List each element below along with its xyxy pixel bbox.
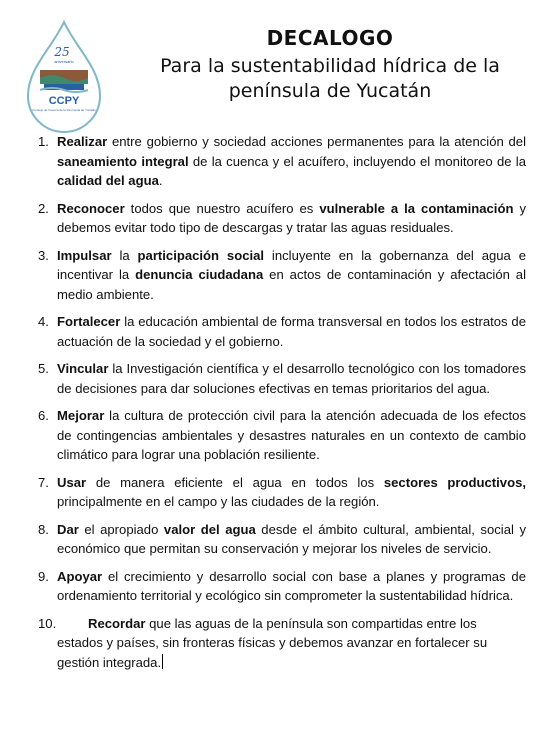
logo-number: 25 — [54, 45, 70, 59]
text-run: desde el ámbito cultural, ambiental, social y económico que permitan su conservación y mejorar los niveles de servicio. — [57, 521, 526, 556]
text-run: entre gobierno y sociedad acciones permanentes para la atención del — [107, 134, 526, 149]
text-run: la Investigación científica y el desarrollo tecnológico con los tomadores de decisiones para dar soluciones efectivas en temas prioritarios del agua. — [57, 361, 526, 396]
logo-caption: Consejo de Cuenca de la Península de Yucatán — [32, 108, 96, 112]
list-item — [38, 473, 526, 512]
document-header — [120, 26, 540, 104]
list-item-number: 3. — [38, 247, 49, 263]
decalogo-list — [38, 132, 526, 680]
list-item — [38, 359, 526, 398]
text-run: el crecimiento y desarrollo social con base a planes y programas de ordenamiento territorial y ecológico sin comprometer la sustentabilidad hídrica. — [57, 568, 526, 603]
bold-phrase: Reconocer — [57, 200, 125, 216]
list-item — [38, 614, 526, 673]
list-item-number: 2. — [38, 200, 49, 216]
list-item — [38, 312, 526, 351]
text-run: en actos de contaminación y afectación al medio ambiente. — [57, 267, 526, 302]
bold-phrase: Realizar — [57, 134, 108, 149]
document-title: DECALOGO — [266, 26, 394, 50]
logo-acronym: CCPY — [48, 95, 80, 107]
landscape-icon — [40, 70, 88, 92]
ccpy-logo — [22, 18, 106, 138]
bold-phrase: calidad del agua — [57, 173, 159, 188]
text-run: la — [111, 247, 138, 263]
bold-phrase: Apoyar — [57, 568, 103, 584]
list-item — [38, 406, 526, 465]
list-item-number: 4. — [38, 314, 49, 329]
bold-phrase: Dar — [57, 521, 79, 537]
list-item-number: 6. — [38, 408, 49, 423]
bold-phrase: denuncia ciudadana — [135, 267, 264, 282]
bold-phrase: Mejorar — [57, 408, 105, 423]
text-run: todos que nuestro acuífero es — [124, 200, 320, 216]
list-item-number: 5. — [38, 361, 49, 376]
text-run: incluyente en la gobernanza del agua e incentivar la — [57, 247, 527, 282]
text-run: . — [158, 173, 163, 188]
bold-phrase: Vincular — [57, 361, 109, 376]
bold-phrase: vulnerable a la contaminación — [319, 200, 514, 216]
text-run: el apropiado — [78, 521, 164, 537]
bold-phrase: Usar — [57, 474, 87, 490]
list-item — [38, 199, 526, 238]
list-item — [38, 520, 526, 559]
list-item-number: 8. — [38, 521, 49, 537]
list-item-number: 7. — [38, 474, 49, 490]
list-item — [38, 132, 526, 191]
text-cursor — [162, 654, 163, 669]
bold-phrase: valor del agua — [163, 521, 256, 537]
bold-phrase: Impulsar — [57, 247, 112, 263]
bold-phrase: Fortalecer — [57, 314, 121, 329]
text-run: principalmente en el campo y las ciudades de la región. — [57, 494, 380, 509]
document-subtitle-line2: península de Yucatán — [228, 80, 432, 102]
logo-sub: aniversario — [54, 59, 74, 64]
list-item-number: 1. — [38, 134, 49, 149]
list-item — [38, 246, 526, 305]
list-item-body — [38, 614, 526, 673]
text-run: la educación ambiental de forma transversal en todos los estratos de actuación de la sociedad y el gobierno. — [57, 314, 526, 349]
document-subtitle-line1: Para la sustentabilidad hídrica de la — [160, 55, 500, 77]
text-run: de la cuenca y el acuífero, incluyendo el monitoreo de la — [188, 153, 526, 169]
text-run: y debemos evitar todo tipo de descargas y tratar las aguas residuales. — [57, 200, 526, 235]
bold-phrase: saneamiento integral — [57, 153, 189, 169]
bold-phrase: sectores productivos, — [383, 474, 526, 490]
list-item-number: 9. — [38, 568, 49, 584]
text-run: la cultura de protección civil para la atención adecuada de los efectos de contingencias ambientales y desastres naturales en un contexto de cambio climático para lograr una población resiliente. — [57, 408, 526, 462]
list-item — [38, 567, 526, 606]
list-item-number: 10. — [38, 615, 57, 631]
text-run: que las aguas de la península son compartidas entre los estados y países, sin fronteras físicas y debemos avanzar en fortalecer su gestión integrada. — [57, 615, 488, 670]
bold-phrase: Recordar — [88, 615, 146, 631]
text-run: de manera eficiente el agua en todos los — [86, 474, 384, 490]
bold-phrase: participación social — [137, 247, 265, 263]
